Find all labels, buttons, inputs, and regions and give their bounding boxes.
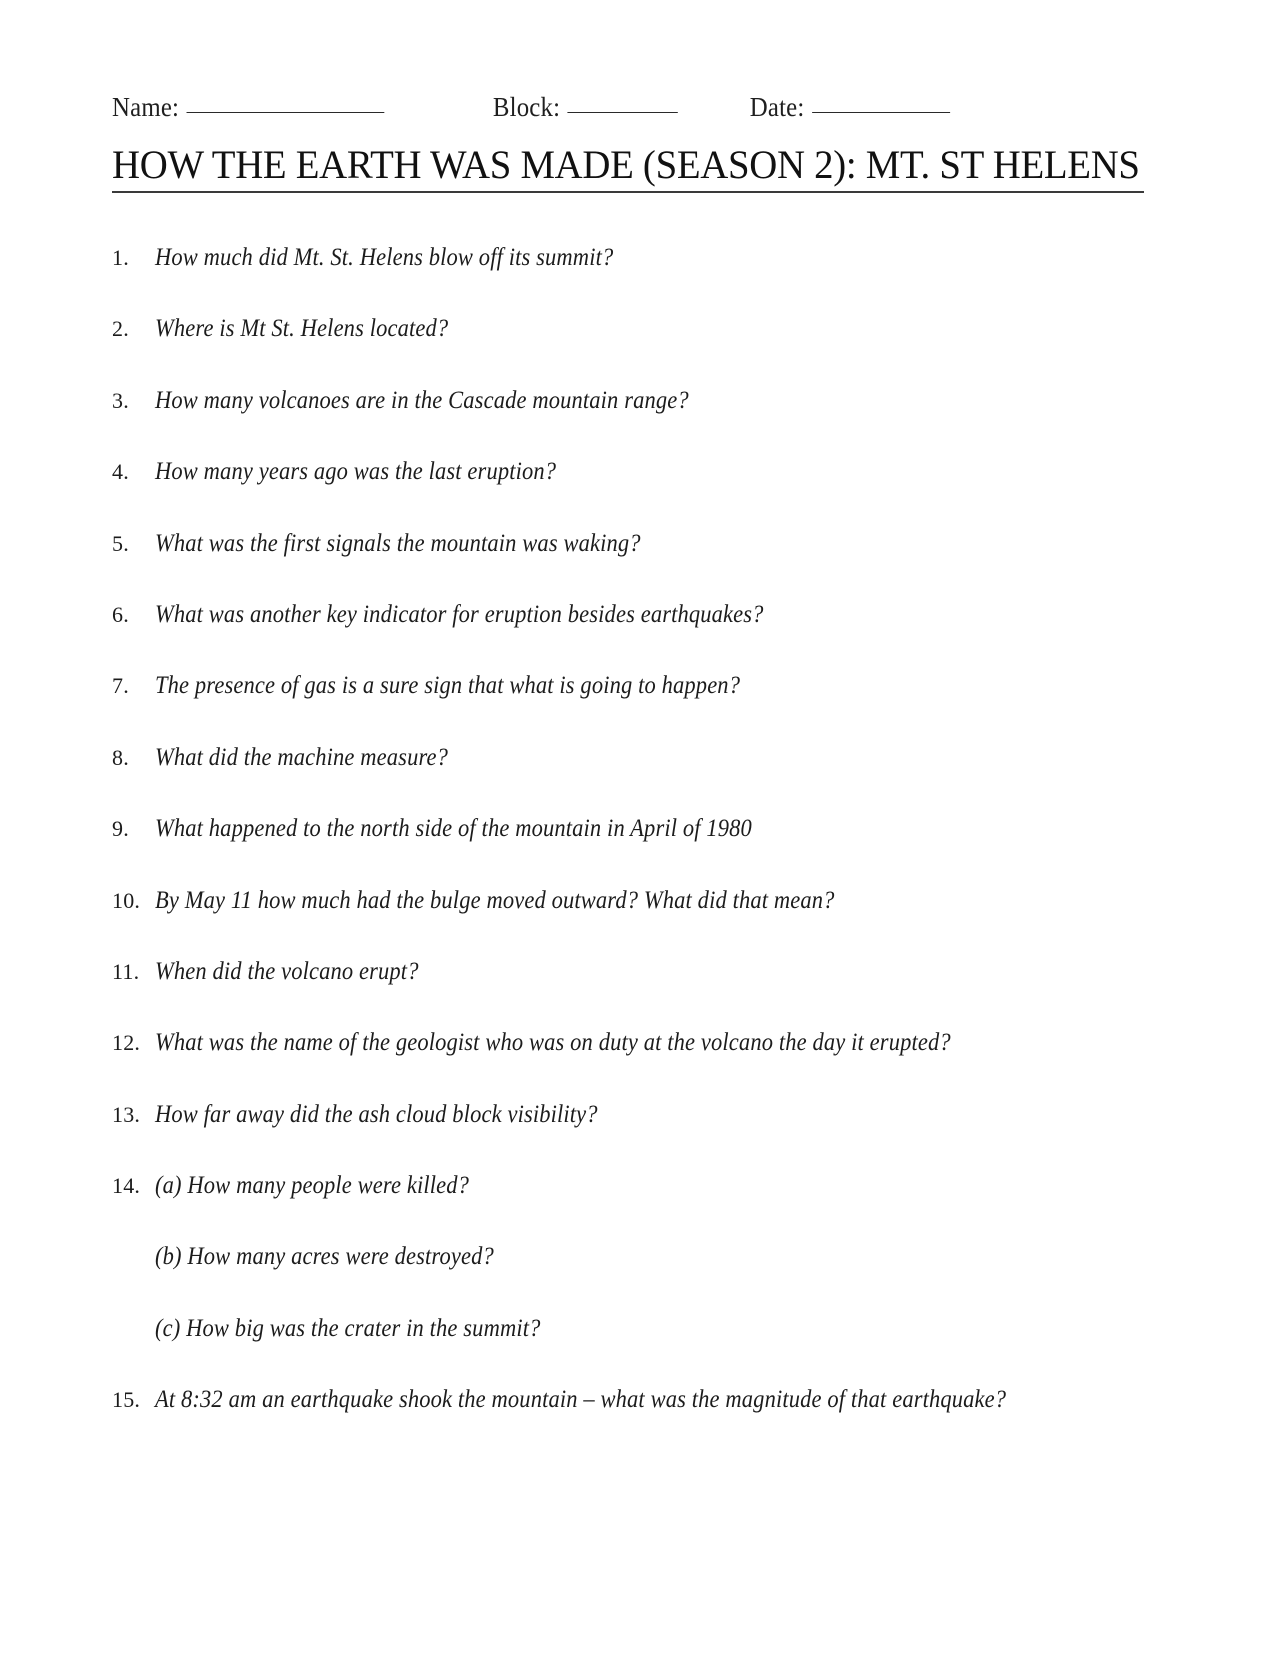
question-text: How many years ago was the last eruption?: [155, 458, 557, 486]
question-number: 7.: [112, 673, 129, 699]
question-text: At 8:32 am an earthquake shook the mountain – what was the magnitude of that earthquake?: [155, 1386, 1007, 1414]
question-text: What did the machine measure?: [155, 743, 449, 771]
title-block: [112, 142, 1144, 193]
block-blank[interactable]: [568, 112, 678, 113]
question-item: [112, 886, 1172, 957]
question-item: [112, 243, 1172, 314]
name-label: Name:: [112, 92, 180, 122]
question-number: 3.: [112, 387, 129, 413]
block-label: Block:: [492, 92, 561, 122]
question-number: 13.: [112, 1101, 141, 1127]
question-item: [112, 314, 1172, 385]
question-text: By May 11 how much had the bulge moved outward? What did that mean?: [155, 886, 835, 914]
question-text: How far away did the ash cloud block visibility?: [155, 1100, 598, 1128]
question-number: 9.: [112, 816, 129, 842]
question-item: [112, 814, 1172, 885]
name-blank[interactable]: [187, 112, 385, 113]
question-text: (a) How many people were killed?: [155, 1172, 470, 1200]
question-text: When did the volcano erupt?: [155, 957, 419, 985]
question-item: [112, 1100, 1172, 1171]
question-number: 5.: [112, 530, 129, 556]
question-number: 14.: [112, 1173, 141, 1199]
question-item: [112, 600, 1172, 671]
question-number: 4.: [112, 459, 129, 485]
question-text: Where is Mt St. Helens located?: [155, 315, 449, 343]
student-info-row: [112, 92, 1060, 132]
name-field-group: [112, 92, 384, 123]
question-subitem: [112, 1314, 1172, 1385]
date-label: Date:: [749, 92, 805, 122]
question-item: [112, 671, 1172, 742]
question-number: 2.: [112, 316, 129, 342]
question-list: [112, 243, 1172, 1457]
question-number: 6.: [112, 601, 129, 627]
question-item: [112, 1028, 1172, 1099]
question-item: [112, 1171, 1172, 1242]
question-text: What was the name of the geologist who was on duty at the volcano the day it erupted?: [155, 1029, 951, 1057]
question-text: How many volcanoes are in the Cascade mountain range?: [155, 386, 689, 414]
question-text: What was the first signals the mountain was waking?: [155, 529, 641, 557]
question-item: [112, 386, 1172, 457]
question-number: 11.: [112, 958, 140, 984]
question-text: The presence of gas is a sure sign that what is going to happen?: [155, 672, 741, 700]
question-number: 1.: [112, 245, 129, 270]
question-number: 15.: [112, 1387, 141, 1413]
date-blank[interactable]: [812, 112, 950, 113]
question-subitem: [112, 1242, 1172, 1313]
question-item: [112, 1385, 1172, 1456]
page-title: HOW THE EARTH WAS MADE (SEASON 2): MT. ST HELENS: [112, 142, 1140, 187]
block-field-group: [493, 92, 678, 123]
question-item: [112, 529, 1172, 600]
date-field-group: [750, 92, 950, 123]
question-item: [112, 743, 1172, 814]
question-number: 12.: [112, 1030, 141, 1056]
question-text: (c) How big was the crater in the summit?: [155, 1314, 541, 1342]
question-text: How much did Mt. St. Helens blow off its summit?: [155, 244, 614, 271]
question-item: [112, 457, 1172, 528]
question-item: [112, 957, 1172, 1028]
question-text: (b) How many acres were destroyed?: [155, 1243, 494, 1271]
question-text: What happened to the north side of the mountain in April of 1980: [155, 815, 752, 843]
title-underline-rule: [112, 191, 1144, 193]
question-number: 8.: [112, 744, 129, 770]
question-text: What was another key indicator for eruption besides earthquakes?: [155, 600, 764, 628]
question-number: 10.: [112, 887, 141, 913]
